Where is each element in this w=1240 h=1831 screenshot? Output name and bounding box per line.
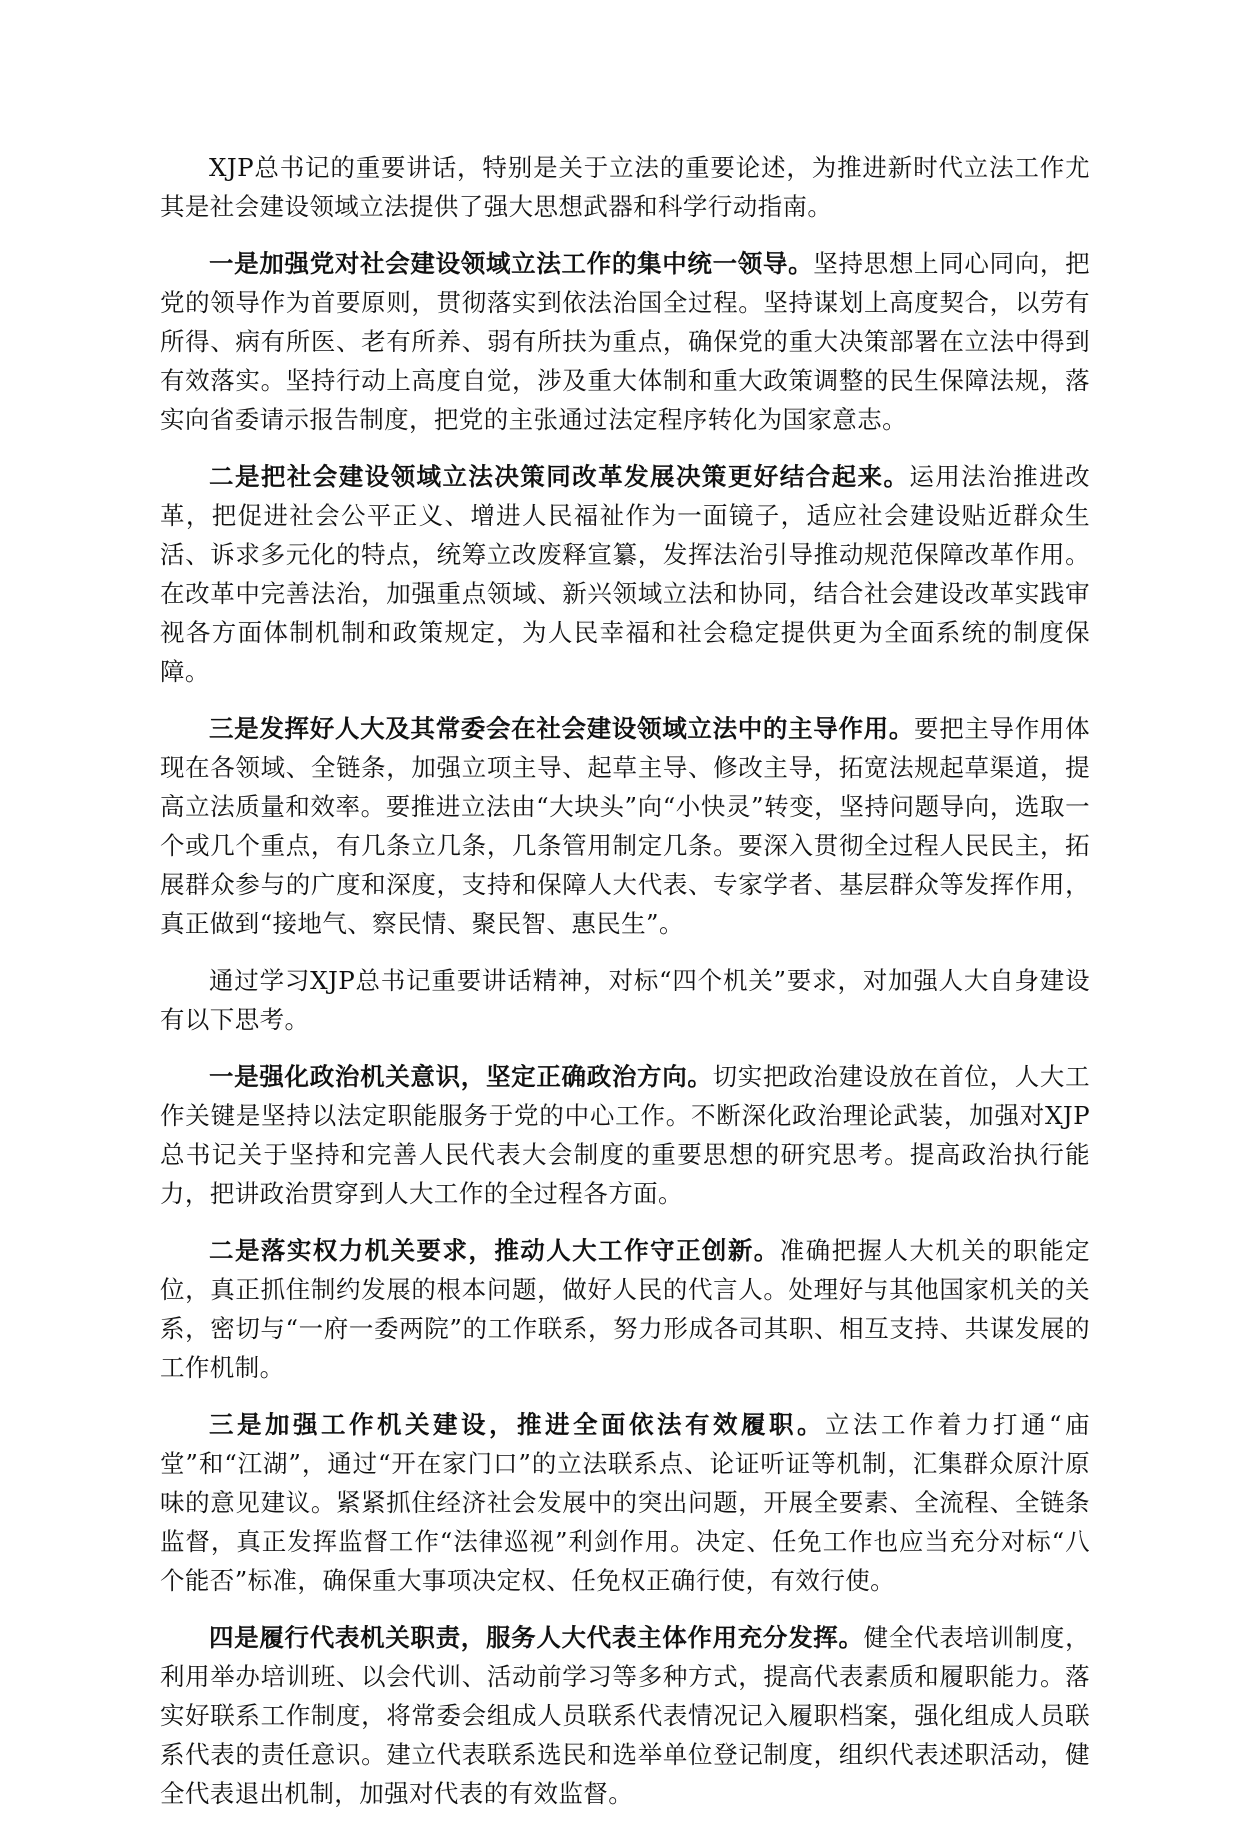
paragraph-lead: 一是强化政治机关意识，坚定正确政治方向。 — [209, 1062, 713, 1091]
paragraph-text: 准确把握人大机关的职能定位，真正抓住制约发展的根本问题，做好人民的代言人。处理好与其他国家机关的关系，密切与“一府一委两院”的工作联系，努力形成各司其职、相互支持、共谋发展的工作机制。 — [160, 1236, 1090, 1382]
paragraph-lead: 四是履行代表机关职责，服务人大代表主体作用充分发挥。 — [209, 1623, 864, 1652]
paragraph-text: 切实把政治建设放在首位，人大工作关键是坚持以法定职能服务于党的中心工作。不断深化政治理论武装，加强对XJP总书记关于坚持和完善人民代表大会制度的重要思想的研究思考。提高政治执行能力，把讲政治贯穿到人大工作的全过程各方面。 — [160, 1062, 1091, 1208]
point-paragraph — [160, 1618, 1090, 1813]
intro-paragraph — [160, 148, 1090, 226]
paragraph-text: 要把主导作用体现在各领域、全链条，加强立项主导、起草主导、修改主导，拓宽法规起草渠道，提高立法质量和效率。要推进立法由“大块头”向“小快灵”转变，坚持问题导向，选取一个或几个重点，有几条立几条，几条管用制定几条。要深入贯彻全过程人民民主，拓展群众参与的广度和深度，支持和保障人大代表、专家学者、基层群众等发挥作用，真正做到“接地气、察民情、聚民智、惠民生”。 — [160, 714, 1090, 938]
point-paragraph — [160, 244, 1090, 439]
paragraph-lead: 二是落实权力机关要求，推动人大工作守正创新。 — [209, 1236, 780, 1265]
point-paragraph — [160, 1231, 1090, 1387]
point-paragraph — [160, 1405, 1090, 1600]
point-paragraph — [160, 457, 1090, 691]
point-paragraph — [160, 709, 1090, 943]
paragraph-lead: 一是加强党对社会建设领域立法工作的集中统一领导。 — [209, 249, 814, 278]
paragraph-text: 健全代表培训制度，利用举办培训班、以会代训、活动前学习等多种方式，提高代表素质和履职能力。落实好联系工作制度，将常委会组成人员联系代表情况记入履职档案，强化组成人员联系代表的责任意识。建立代表联系选民和选举单位登记制度，组织代表述职活动，健全代表退出机制，加强对代表的有效监督。 — [160, 1623, 1090, 1808]
point-paragraph — [160, 1057, 1090, 1213]
paragraph-lead: 三是发挥好人大及其常委会在社会建设领域立法中的主导作用。 — [209, 714, 915, 743]
paragraph-text: 立法工作着力打通“庙堂”和“江湖”，通过“开在家门口”的立法联系点、论证听证等机制，汇集群众原汁原味的意见建议。紧紧抓住经济社会发展中的突出问题，开展全要素、全流程、全链条监督，真正发挥监督工作“法律巡视”利剑作用。决定、任免工作也应当充分对标“八个能否”标准，确保重大事项决定权、任免权正确行使，有效行使。 — [160, 1410, 1090, 1595]
paragraph-lead: 二是把社会建设领域立法决策同改革发展决策更好结合起来。 — [209, 462, 910, 491]
paragraph-text: 运用法治推进改革，把促进社会公平正义、增进人民福祉作为一面镜子，适应社会建设贴近群众生活、诉求多元化的特点，统筹立改废释宣纂，发挥法治引导推动规范保障改革作用。在改革中完善法治，加强重点领域、新兴领域立法和协同，结合社会建设改革实践审视各方面体制机制和政策规定，为人民幸福和社会稳定提供更为全面系统的制度保障。 — [160, 462, 1090, 686]
paragraph-text: 通过学习XJP总书记重要讲话精神，对标“四个机关”要求，对加强人大自身建设有以下思考。 — [160, 966, 1090, 1034]
paragraph-text: XJP总书记的重要讲话，特别是关于立法的重要论述，为推进新时代立法工作尤其是社会建设领域立法提供了强大思想武器和科学行动指南。 — [160, 153, 1090, 221]
paragraph-text: 坚持思想上同心同向，把党的领导作为首要原则，贯彻落实到依法治国全过程。坚持谋划上高度契合，以劳有所得、病有所医、老有所养、弱有所扶为重点，确保党的重大决策部署在立法中得到有效落实。坚持行动上高度自觉，涉及重大体制和重大政策调整的民生保障法规，落实向省委请示报告制度，把党的主张通过法定程序转化为国家意志。 — [160, 249, 1090, 434]
paragraph-lead: 三是加强工作机关建设，推进全面依法有效履职。 — [209, 1410, 826, 1439]
document-body — [160, 148, 1090, 1831]
transition-paragraph — [160, 961, 1090, 1039]
